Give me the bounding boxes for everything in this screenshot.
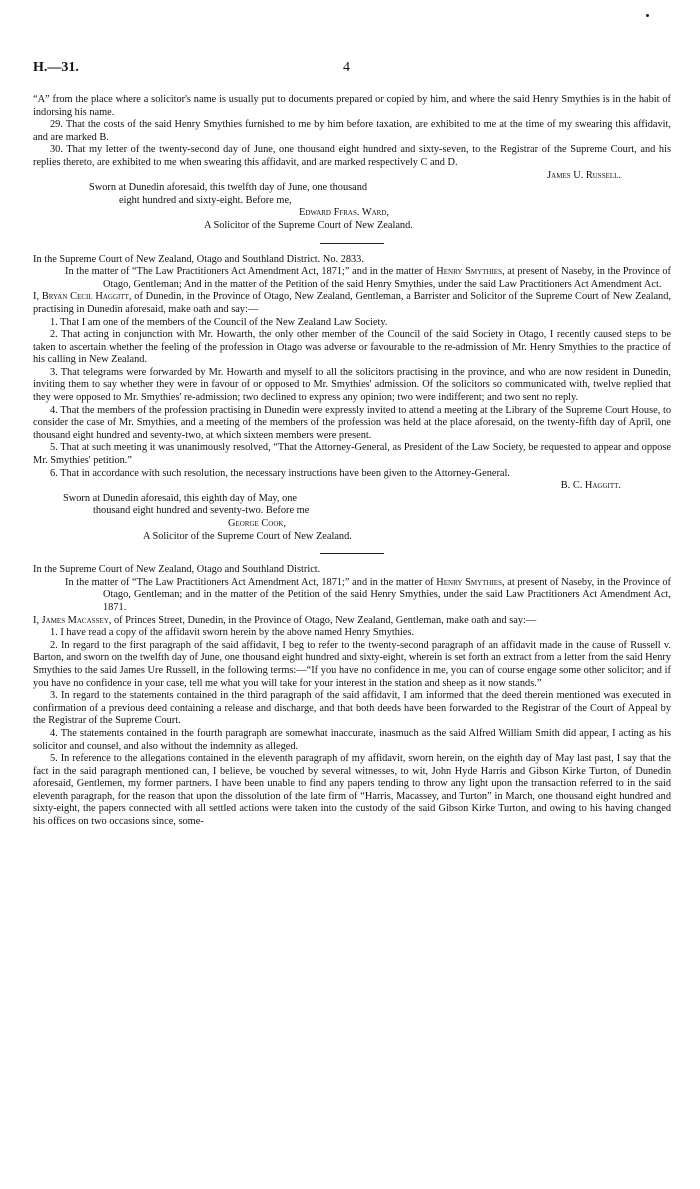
matter-text: , at present of Naseby, in the Province of Otago, Gentleman; And in the matter of the Petition of the said Henry Smythies, under the said Law Practitioners Act Amendment Act.	[103, 266, 671, 290]
section-divider	[320, 243, 384, 244]
jurat-witness: Edward Ffras. Ward,	[299, 207, 389, 219]
matter-heading	[33, 266, 671, 291]
jurat-witness-title: A Solicitor of the Supreme Court of New Zealand.	[204, 219, 413, 231]
intro-text: I,	[33, 614, 42, 626]
intro-text: , of Dunedin, in the Province of Otago, New Zealand, Gentleman, a Barrister and Solicitor of the Supreme Court of New Zealand, practising in Dunedin aforesaid, make oath and say:—	[33, 291, 671, 315]
party-name: Henry Smythies	[436, 266, 502, 278]
document-code: H.—31.	[33, 60, 79, 75]
paragraph-5: 5. That at such meeting it was unanimously resolved, “That the Attorney-General, as President of the Law Society, be requested to appear and oppose Mr. Smythies' petition.”	[33, 442, 671, 467]
paragraph-continuation: “A” from the place where a solicitor's name is usually put to documents prepared or copied by him, and where the said Henry Smythies is in the habit of indorsing his name.	[33, 94, 671, 118]
jurat-1	[33, 182, 671, 232]
paragraph-1: 1. That I am one of the members of the Council of the New Zealand Law Society.	[50, 316, 388, 328]
paragraph-6: 6. That in accordance with such resolution, the necessary instructions have been given to the Attorney-General.	[50, 467, 510, 479]
matter-heading	[33, 577, 671, 615]
signature-russell: James U. Russell.	[547, 169, 621, 181]
court-heading: In the Supreme Court of New Zealand, Otago and Southland District. No. 2833.	[33, 253, 364, 265]
jurat-line: Sworn at Dunedin aforesaid, this twelfth day of June, one thousand	[89, 182, 368, 194]
page-header	[33, 60, 671, 80]
jurat-witness: George Cook,	[228, 518, 287, 529]
paragraph-4: 4. That the members of the profession practising in Dunedin were expressly invited to attend a meeting at the Library of the Supreme Court House, to consider the case of Mr. Smythies, and a meeting of the members of the profession was held at the place aforesaid, on the twenty-fifth day of April, one thousand eight hundred and seventy-two, at which sixteen members were present.	[33, 404, 671, 441]
paragraph-5: 5. In reference to the allegations contained in the eleventh paragraph of my affidavit, sworn herein, on the eighth day of May last past, I say that the fact in the said paragraph mentioned can, I believe, be vouched by several witnesses, to wit, John Hyde Harris and Gibson Kirke Turton, of Dunedin aforesaid, Gentlemen, my former partners. I have been unable to find any papers tending to throw any light upon the transaction referred to in the said eleventh paragraph, for the reason that upon the dissolution of the late firm of “Harris, Macassey, and Turton” in March, one thousand eight hundred and sixty-eight, the papers connected with all settled actions were taken into the custody of the said Gibson Kirke Turton, and owing to his having changed his offices on two occasions since, some-	[33, 753, 671, 828]
paragraph-29: 29. That the costs of the said Henry Smythies furnished to me by him before taxation, are exhibited to me at the time of my swearing this affidavit, and are marked B.	[33, 119, 671, 143]
paragraph-2: 2. In regard to the first paragraph of the said affidavit, I beg to refer to the twenty-second paragraph of an affidavit made in the cause of Russell v. Barton, and sworn on the twelfth day of June, one thousand eight hundred and sixty-eight, wherein is set forth an extract from a letter from the said Henry Smythies to the said James Ure Russell, in the following terms:—“If you have no confidence in me, you can of course engage some other solicitor; and if you have no confidence in your case, tell me what you will take for your interest in the station and sheep as it now stands.”	[33, 639, 671, 689]
matter-text: In the matter of “The Law Practitioners Act Amendment Act, 1871;” and in the matter of	[65, 266, 437, 278]
jurat-2	[33, 493, 671, 543]
jurat-line: Sworn at Dunedin aforesaid, this eighth day of May, one	[63, 492, 298, 504]
jurat-witness-title: A Solicitor of the Supreme Court of New Zealand.	[143, 530, 352, 542]
intro-text: I,	[33, 291, 42, 303]
paragraph-2: 2. That acting in conjunction with Mr. Howarth, the only other member of the Council of the said Society in Otago, I recently caused steps to be taken to ascertain whether the feeling of the profession in Otago was adverse or favourable to the re-admission of Mr. Henry Smythies to the practice of his calling in New Zealand.	[33, 329, 671, 366]
affidavit-intro	[33, 615, 671, 628]
page-number: 4	[343, 60, 350, 75]
section-divider	[320, 553, 384, 554]
signature-haggitt: B. C. Haggitt.	[560, 480, 621, 492]
intro-text: , of Princes Street, Dunedin, in the Province of Otago, New Zealand, Gentleman, make oath and say:—	[108, 614, 537, 626]
paragraph-1: 1. I have read a copy of the affidavit sworn herein by the above named Henry Smythies.	[50, 627, 415, 639]
deponent-name: James Macassey	[41, 614, 109, 626]
affidavit-intro	[33, 291, 671, 316]
paragraph-3: 3. That telegrams were forwarded by Mr. Howarth and myself to all the solicitors practising in the province, and who are now resident in Dunedin, inviting them to say whether they were in favour of or opposed to Mr. Smythies' admission. Of the solicitors so communicated with, twelve replied that they were opposed to Mr. Smythies' re-admission; two declined to express any opinion; two were indifferent; and two sent no reply.	[33, 366, 671, 404]
jurat-line: thousand eight hundred and seventy-two. Before me	[93, 505, 310, 517]
ink-speck	[646, 14, 649, 17]
deponent-name: Bryan Cecil Haggitt	[41, 291, 129, 303]
jurat-line: eight hundred and sixty-eight. Before me,	[119, 194, 292, 206]
matter-text: In the matter of “The Law Practitioners Act Amendment Act, 1871;” and in the matter of	[65, 576, 437, 588]
paragraph-4: 4. The statements contained in the fourth paragraph are somewhat inaccurate, inasmuch as the said Alfred William Smith did appear, I acting as his solicitor and counsel, and also without the indemnity as alleged.	[33, 727, 671, 752]
party-name: Henry Smythies	[436, 576, 502, 588]
paragraph-3: 3. In regard to the statements contained in the third paragraph of the said affidavit, I am informed that the deed therein mentioned was executed in confirmation of a previous deed containing a release and discharge, and that both deeds have been forwarded to the Registrar of the Court of Appeal by the Registrar of the Supreme Court.	[33, 690, 671, 727]
court-heading: In the Supreme Court of New Zealand, Otago and Southland District.	[33, 564, 321, 576]
paragraph-30: 30. That my letter of the twenty-second day of June, one thousand eight hundred and sixty-seven, to the Registrar of the Supreme Court, and his replies thereto, are exhibited to me when swearing this affidavit, and are marked respectively C and D.	[33, 144, 671, 168]
document-body	[33, 94, 671, 829]
matter-text: , at present of Naseby, in the Province of Otago, Gentleman; and in the matter of the Petition of the said Henry Smythies, under the said Law Practitioners Act Amendment Act, 1871.	[103, 576, 671, 613]
